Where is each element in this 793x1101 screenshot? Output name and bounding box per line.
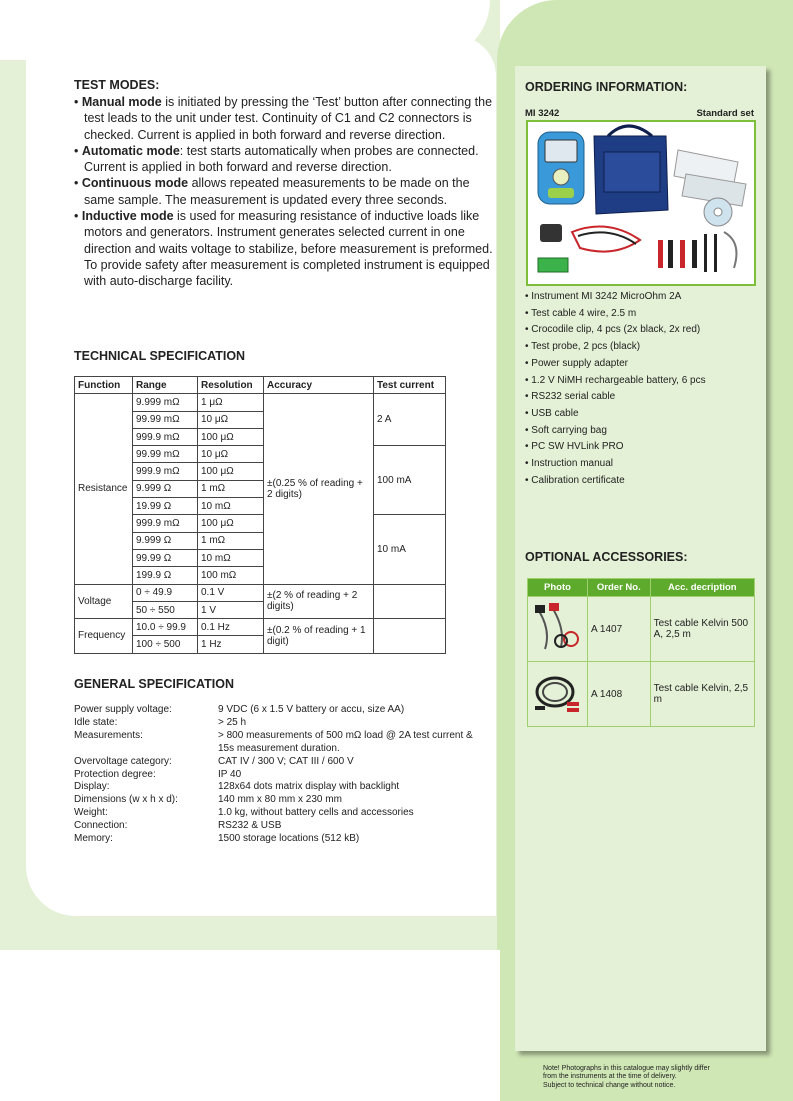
note-line: Note! Photographs in this catalogue may slightly differ [543, 1065, 710, 1072]
general-spec-heading: GENERAL SPECIFICATION [74, 677, 234, 691]
resolution-cell: 10 μΩ [198, 446, 264, 463]
mode-item-automatic [74, 143, 494, 176]
test-current-cell [374, 619, 446, 654]
resolution-cell: 100 μΩ [198, 463, 264, 480]
mode-description: is used for measuring resistance of inductive loads like motors and generators. Instrument generates selected current in one direction and waits voltage to stabilize, before measurement is preformed. To provide safety after measurement is completed instrument is equipped with auto-discharge facility. [84, 209, 493, 289]
spec-row [74, 794, 486, 807]
range-cell: 99.99 mΩ [133, 446, 198, 463]
accuracy-cell: ±(0.2 % of reading + 1 digit) [264, 619, 374, 654]
range-cell: 9.999 Ω [133, 532, 198, 549]
mode-name: Manual mode [81, 95, 162, 109]
header-resolution: Resolution [198, 377, 264, 394]
mode-name: Automatic mode [81, 143, 180, 158]
spec-value: > 25 h [218, 716, 247, 728]
description-cell: Test cable Kelvin, 2,5 m [650, 662, 754, 727]
accessories-table [527, 578, 755, 727]
test-current-cell [374, 584, 446, 619]
spec-label: Idle state: [74, 716, 118, 728]
set-label: Standard set [696, 108, 754, 119]
header-description: Acc. decription [650, 579, 754, 597]
table-row [528, 662, 755, 727]
header-test-current: Test current [374, 377, 446, 394]
mode-description: : test starts automatically when probes are connected. Current is applied in both forward and reverse direction. [84, 143, 479, 175]
test-current-cell: 2 A [374, 394, 446, 446]
mode-item-manual [74, 94, 494, 143]
note-line: from the instruments at the time of delivery. [543, 1073, 677, 1081]
table-row [75, 584, 446, 601]
spec-value: 9 VDC (6 x 1.5 V battery or accu, size AA) [218, 704, 405, 715]
function-cell: Frequency [75, 619, 133, 654]
spec-value: 128x64 dots matrix display with backlight [218, 781, 400, 793]
spec-row [74, 833, 486, 846]
resolution-cell: 1 V [198, 601, 264, 618]
range-cell: 10.0 ÷ 99.9 [133, 619, 198, 636]
mode-description: is initiated by pressing the ‘Test’ button after connecting the test leads to the unit under test. Continuity of C1 and C2 connectors is checked. Current is applied in both forward and reverse direction. [84, 95, 493, 142]
spec-label: Protection degree: [74, 768, 156, 780]
function-cell: Voltage [75, 584, 133, 619]
kelvin-cable-image [531, 666, 583, 722]
spec-row [74, 756, 486, 769]
resolution-cell: 0.1 Hz [198, 619, 264, 636]
range-cell: 0 ÷ 49.9 [133, 584, 198, 601]
range-cell: 100 ÷ 500 [133, 636, 198, 653]
tech-spec-heading: TECHNICAL SPECIFICATION [74, 349, 246, 363]
spec-label: Display: [74, 781, 110, 793]
test-current-cell: 10 mA [374, 515, 446, 584]
spec-row [74, 730, 486, 756]
spec-label: Dimensions (w x h x d): [74, 794, 178, 806]
spec-value: > 800 measurements of 500 mΩ load @ 2A test current & 15s measurement duration. [218, 729, 473, 754]
spec-value: IP 40 [218, 768, 242, 780]
test-modes-list [74, 94, 494, 290]
tech-spec-table [74, 376, 446, 654]
table-row [75, 619, 446, 636]
order-no-cell: A 1407 [587, 597, 650, 662]
accessory-photo [528, 597, 588, 662]
mode-name: Continuous mode [81, 176, 189, 191]
header-function: Function [75, 377, 133, 394]
list-item: • Test probe, 2 pcs (black) [525, 339, 706, 356]
spec-label: Power supply voltage: [74, 704, 172, 715]
resolution-cell: 10 μΩ [198, 411, 264, 428]
list-item: • RS232 serial cable [525, 389, 706, 406]
accuracy-cell: ±(0.25 % of reading + 2 digits) [264, 394, 374, 584]
list-item: • Power supply adapter [525, 356, 706, 373]
mode-item-inductive [74, 208, 494, 289]
list-item: • Calibration certificate [525, 473, 706, 490]
accuracy-cell: ±(2 % of reading + 2 digits) [264, 584, 374, 619]
list-item: • Instruction manual [525, 456, 706, 473]
range-cell: 99.99 Ω [133, 549, 198, 566]
header-photo: Photo [528, 579, 588, 597]
list-item: • Instrument MI 3242 MicroOhm 2A [525, 289, 706, 306]
list-item: • Soft carrying bag [525, 423, 706, 440]
resolution-cell: 100 μΩ [198, 428, 264, 445]
resolution-cell: 100 μΩ [198, 515, 264, 532]
kelvin-cable-500a-image [531, 601, 583, 657]
table-header-row [528, 579, 755, 597]
mode-description: allows repeated measurements to be made on the same sample. The measurement is updated every three seconds. [84, 176, 470, 207]
standard-set-illustration [528, 122, 754, 284]
range-cell: 99.99 mΩ [133, 411, 198, 428]
header-accuracy: Accuracy [264, 377, 374, 394]
disclaimer-note [543, 1065, 710, 1090]
standard-set-list [525, 289, 706, 489]
range-cell: 50 ÷ 550 [133, 601, 198, 618]
spec-label: Memory: [74, 833, 113, 845]
spec-label: Overvoltage category: [74, 755, 172, 767]
description-cell: Test cable Kelvin 500 A, 2,5 m [650, 597, 754, 662]
spec-label: Measurements: [74, 729, 143, 741]
order-no-cell: A 1408 [587, 662, 650, 727]
spec-label: Weight: [74, 807, 108, 819]
spec-value: 1.0 kg, without battery cells and accessories [218, 807, 414, 819]
resolution-cell: 10 mΩ [198, 549, 264, 566]
resolution-cell: 1 mΩ [198, 480, 264, 497]
list-item: • 1.2 V NiMH rechargeable battery, 6 pcs [525, 373, 706, 390]
resolution-cell: 0.1 V [198, 584, 264, 601]
standard-set-row [525, 108, 754, 119]
range-cell: 19.99 Ω [133, 498, 198, 515]
list-item: • Crocodile clip, 4 pcs (2x black, 2x red) [525, 322, 706, 339]
spec-label: Connection: [74, 820, 128, 832]
resolution-cell: 1 μΩ [198, 394, 264, 411]
spec-value: CAT IV / 300 V; CAT III / 600 V [218, 755, 354, 767]
spec-row [74, 781, 486, 794]
header-range: Range [133, 377, 198, 394]
range-cell: 9.999 Ω [133, 480, 198, 497]
range-cell: 999.9 mΩ [133, 515, 198, 532]
table-row [75, 394, 446, 411]
table-row [528, 597, 755, 662]
header-order-no: Order No. [587, 579, 650, 597]
range-cell: 999.9 mΩ [133, 463, 198, 480]
resolution-cell: 1 mΩ [198, 532, 264, 549]
spec-row [74, 769, 486, 782]
list-item: • USB cable [525, 406, 706, 423]
list-item: • PC SW HVLink PRO [525, 439, 706, 456]
accessories-heading: OPTIONAL ACCESSORIES: [525, 550, 688, 564]
spec-row [74, 820, 486, 833]
spec-row [74, 807, 486, 820]
mode-name: Inductive mode [81, 209, 174, 224]
range-cell: 9.999 mΩ [133, 394, 198, 411]
test-current-cell: 100 mA [374, 446, 446, 515]
ordering-heading: ORDERING INFORMATION: [525, 80, 688, 94]
spec-value: 140 mm x 80 mm x 230 mm [218, 794, 342, 806]
spec-row [74, 717, 486, 730]
resolution-cell: 1 Hz [198, 636, 264, 653]
spec-value: RS232 & USB [218, 820, 282, 832]
note-line: Subject to technical change without notice. [543, 1081, 676, 1089]
spec-value: 1500 storage locations (512 kB) [218, 833, 360, 845]
spec-row [74, 704, 486, 717]
range-cell: 999.9 mΩ [133, 428, 198, 445]
table-header-row [75, 377, 446, 394]
function-cell: Resistance [75, 394, 133, 584]
accessory-photo [528, 662, 588, 727]
page-bottom-area [0, 950, 500, 1101]
general-spec-list [74, 704, 486, 846]
resolution-cell: 10 mΩ [198, 498, 264, 515]
standard-set-photo [526, 120, 756, 286]
range-cell: 199.9 Ω [133, 567, 198, 584]
list-item: • Test cable 4 wire, 2.5 m [525, 306, 706, 323]
mode-item-continuous [74, 175, 494, 208]
model-label: MI 3242 [525, 108, 560, 119]
test-modes-heading: TEST MODES: [74, 78, 160, 92]
resolution-cell: 100 mΩ [198, 567, 264, 584]
